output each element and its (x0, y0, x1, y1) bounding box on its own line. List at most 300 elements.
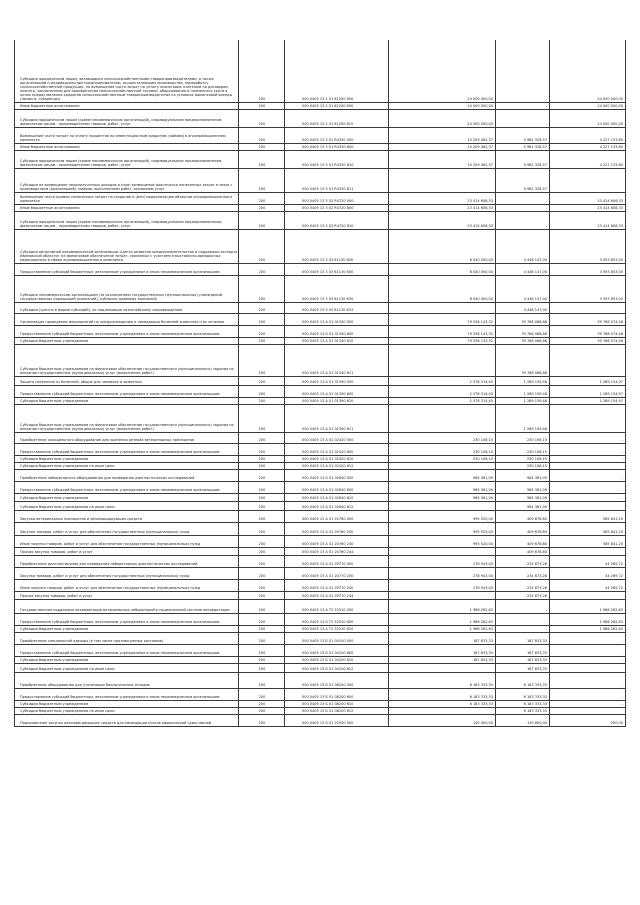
column-divider (284, 377, 285, 385)
row-budget-code: 000 0405 13 3 03 61130 600 (302, 270, 354, 275)
row-description: Субсидии бюджетным учреждениям на финансовое обеспечение государственного (муниципального) задания на оказание государственных (муниципальных) услуг (выполнение работ) (20, 423, 234, 432)
column-divider (495, 600, 496, 613)
column-divider (625, 633, 626, 644)
row-remaining-amount: 23 414 608,33 (597, 199, 623, 204)
column-divider (549, 708, 550, 714)
row-approved-amount: 278 943,00 (472, 562, 493, 567)
column-divider (14, 614, 15, 625)
row-description: Субсидии бюджетным учреждениям (20, 399, 89, 404)
row-approved-amount: 140 000,00 (472, 721, 493, 726)
column-divider (284, 144, 285, 150)
row-executed-amount: 4 446 147,00 (523, 297, 547, 302)
row-remaining-amount: 585 841,20 (602, 517, 623, 522)
row-approved-amount: 964 361,09 (472, 488, 493, 493)
row-budget-code: 000 0405 13 А 01 02420 600 (302, 450, 354, 455)
table-row (14, 494, 626, 502)
table-row (14, 103, 626, 110)
column-divider (388, 463, 389, 469)
row-line-code: 200 (258, 97, 266, 102)
row-approved-amount: 230 106,15 (472, 438, 493, 443)
column-divider (14, 502, 15, 510)
column-divider (14, 205, 15, 211)
row-description: Закупка ветеринарных препаратов и дезинфицирующих средств (20, 517, 142, 522)
row-description: Предоставление субсидий бюджетным, автономным учреждениям и иным некоммерческим организациям (20, 620, 220, 625)
row-approved-amount: 278 943,00 (472, 586, 493, 591)
column-divider (625, 128, 626, 143)
column-divider (238, 144, 239, 150)
row-executed-amount: 230 106,15 (526, 464, 547, 469)
row-line-code: 200 (258, 702, 266, 707)
row-executed-amount: 5 982 328,57 (523, 187, 547, 192)
column-divider (549, 326, 550, 337)
column-divider (388, 456, 389, 462)
table-row (14, 128, 626, 144)
column-divider (14, 511, 15, 522)
row-budget-code: 000 0405 13 2 01 61200 810 (302, 122, 354, 127)
column-divider (495, 626, 496, 632)
column-divider (14, 482, 15, 493)
row-remaining-amount: 44 269,72 (605, 562, 623, 567)
row-line-code: 200 (258, 667, 266, 672)
column-divider (625, 470, 626, 481)
column-divider (284, 689, 285, 700)
row-executed-amount: 5 982 328,57 (523, 138, 547, 143)
table-row (14, 556, 626, 568)
column-divider (14, 536, 15, 547)
column-divider (284, 633, 285, 644)
row-budget-code: 000 0405 13 А 01 01340 610 (302, 339, 354, 344)
column-divider (14, 169, 15, 192)
row-approved-amount: 6 183 333,33 (469, 695, 493, 700)
column-divider (14, 701, 15, 707)
column-divider (388, 664, 389, 672)
column-divider (284, 482, 285, 493)
column-divider (495, 110, 496, 127)
row-budget-code: 000 0405 13 3 01 R4330 000 (302, 138, 354, 143)
column-divider (238, 276, 239, 302)
column-divider (238, 568, 239, 579)
row-description: Субсидии юридическим лицам (кроме некоммерческих организаций), индивидуальным предпринимателям, физическим лицам - производителям товаров, работ, услуг (20, 220, 223, 229)
column-divider (495, 482, 496, 493)
column-divider (238, 556, 239, 567)
row-approved-amount: 10 209 462,37 (467, 163, 493, 168)
row-description: Приобретение оборудования для утилизации биологических отходов (20, 683, 150, 688)
row-budget-code: 000 0405 13 3 03 61130 630 (302, 297, 354, 302)
row-line-code: 200 (258, 586, 266, 591)
row-executed-amount: 6 183 333,33 (523, 695, 547, 700)
column-divider (238, 600, 239, 613)
column-divider (625, 110, 626, 127)
column-divider (495, 193, 496, 204)
column-divider (238, 511, 239, 522)
table-row (14, 386, 626, 398)
column-divider (388, 276, 389, 302)
column-divider (388, 626, 389, 632)
row-executed-amount: - (545, 104, 547, 109)
column-divider (549, 169, 550, 192)
column-divider (238, 548, 239, 555)
column-divider (549, 212, 550, 229)
column-divider (14, 568, 15, 579)
table-row (14, 444, 626, 456)
row-budget-code: 000 0405 13 Б 01 08200 610 (302, 702, 354, 707)
row-approved-amount: 995 520,00 (472, 517, 493, 522)
table-row (14, 212, 626, 230)
row-remaining-amount: 4 227 133,80 (599, 138, 623, 143)
column-divider (549, 103, 550, 109)
column-divider (625, 205, 626, 211)
column-divider (495, 470, 496, 481)
table-row (14, 470, 626, 482)
column-divider (14, 715, 15, 726)
column-divider (238, 708, 239, 714)
row-remaining-amount: - (621, 476, 623, 481)
column-divider (14, 444, 15, 455)
column-divider (388, 405, 389, 432)
column-divider (549, 580, 550, 591)
column-divider (625, 614, 626, 625)
column-divider (495, 614, 496, 625)
table-row (14, 502, 626, 511)
table-row (14, 326, 626, 338)
row-description: Субсидии бюджетным учреждениям на иные цели (20, 505, 115, 510)
column-divider (14, 600, 15, 613)
row-executed-amount: 230 106,15 (526, 438, 547, 443)
column-divider (284, 276, 285, 302)
row-budget-code: 000 0405 13 А Т2 52510 610 (302, 627, 354, 632)
row-approved-amount: 187 833,33 (472, 651, 493, 656)
row-executed-amount: - (545, 627, 547, 632)
row-budget-code: 000 0405 13 Б 01 04100 610 (302, 658, 354, 663)
column-divider (238, 398, 239, 404)
row-remaining-amount: - (621, 450, 623, 455)
column-divider (549, 205, 550, 211)
column-divider (284, 303, 285, 313)
row-budget-code: 000 0405 13 3 02 R4720 810 (302, 224, 354, 229)
column-divider (388, 502, 389, 510)
column-divider (388, 715, 389, 726)
row-description: Иные закупки товаров, работ и услуг для обеспечения государственных (муниципальных) нужд (20, 586, 201, 591)
row-line-code: 200 (258, 542, 266, 547)
column-divider (495, 689, 496, 700)
row-remaining-amount: 44 269,72 (605, 586, 623, 591)
row-budget-code: 000 0405 13 А 01 01390 000 (302, 380, 354, 385)
column-divider (284, 386, 285, 397)
row-description: Приобретение холодильного оборудования для хранения резерва ветеринарных препаратов (20, 438, 195, 443)
column-divider (388, 110, 389, 127)
column-divider (284, 548, 285, 555)
table-row (14, 482, 626, 494)
column-divider (388, 536, 389, 547)
column-divider (549, 536, 550, 547)
row-executed-amount: 230 106,15 (526, 457, 547, 462)
row-executed-amount: 187 833,33 (526, 639, 547, 644)
column-divider (549, 405, 550, 432)
row-description: Иные бюджетные ассигнования (20, 206, 80, 211)
row-line-code: 200 (258, 199, 266, 204)
column-divider (625, 502, 626, 510)
column-divider (388, 314, 389, 325)
table-row (14, 398, 626, 405)
row-executed-amount: 4 446 147,00 (523, 270, 547, 275)
column-divider (625, 626, 626, 632)
row-executed-amount: 39 768 068,86 (521, 371, 547, 376)
column-divider (238, 664, 239, 672)
table-row (14, 673, 626, 689)
column-divider (284, 314, 285, 325)
column-divider (238, 673, 239, 688)
column-divider (495, 523, 496, 535)
row-line-code: 200 (258, 450, 266, 455)
row-line-code: 200 (258, 380, 266, 385)
column-divider (14, 405, 15, 432)
table-row (14, 657, 626, 664)
row-description: Субсидии бюджетным учреждениям (20, 702, 89, 707)
column-divider (14, 345, 15, 376)
row-executed-amount: 230 106,15 (526, 450, 547, 455)
row-executed-amount: 964 361,09 (526, 488, 547, 493)
row-remaining-amount: 24 000 000,00 (597, 122, 623, 127)
column-divider (549, 657, 550, 663)
row-remaining-amount: - (621, 702, 623, 707)
column-divider (238, 470, 239, 481)
column-divider (625, 715, 626, 726)
row-line-code: 200 (258, 683, 266, 688)
row-description: Предоставление субсидий бюджетным, автономным учреждениям и иным некоммерческим организациям (20, 392, 220, 397)
column-divider (284, 193, 285, 204)
column-divider (388, 40, 389, 102)
column-divider (238, 633, 239, 644)
column-divider (495, 40, 496, 102)
column-divider (388, 338, 389, 344)
column-divider (238, 169, 239, 192)
column-divider (549, 511, 550, 522)
row-remaining-amount: - (621, 658, 623, 663)
row-line-code: 200 (258, 308, 266, 313)
row-line-code: 200 (258, 594, 266, 599)
row-budget-code: 000 0405 13 3 02 R4720 800 (302, 206, 354, 211)
row-line-code: 200 (258, 658, 266, 663)
row-budget-code: 000 0405 13 А 01 20770 000 (302, 562, 354, 567)
row-remaining-amount: 3 593 853,00 (599, 270, 623, 275)
column-divider (238, 701, 239, 707)
column-divider (14, 103, 15, 109)
column-divider (238, 205, 239, 211)
row-executed-amount: 6 183 333,33 (523, 702, 547, 707)
row-description: Предоставление субсидий бюджетным, автономным учреждениям и иным некоммерческим организациям (20, 450, 220, 455)
table-row (14, 338, 626, 345)
column-divider (549, 600, 550, 613)
column-divider (549, 40, 550, 102)
column-divider (388, 169, 389, 192)
column-divider (625, 264, 626, 275)
table-row (14, 701, 626, 708)
table-row (14, 664, 626, 673)
row-description: Субсидии бюджетным учреждениям на иные цели (20, 667, 115, 672)
column-divider (388, 433, 389, 443)
row-line-code: 200 (258, 574, 266, 579)
column-divider (549, 463, 550, 469)
column-divider (284, 110, 285, 127)
table-row (14, 715, 626, 727)
row-budget-code: 000 0405 13 3 01 R4330 811 (302, 187, 354, 192)
column-divider (549, 470, 550, 481)
table-row (14, 433, 626, 444)
column-divider (388, 556, 389, 567)
row-line-code: 200 (258, 709, 266, 714)
column-divider (14, 673, 15, 688)
column-divider (625, 482, 626, 493)
column-divider (238, 626, 239, 632)
column-divider (284, 338, 285, 344)
row-executed-amount: 139 800,00 (526, 721, 547, 726)
column-divider (284, 664, 285, 672)
row-description: Субсидии бюджетным учреждениям (20, 658, 89, 663)
column-divider (388, 568, 389, 579)
table-row (14, 463, 626, 470)
column-divider (238, 314, 239, 325)
row-description: Прочая закупка товаров, работ и услуг (20, 594, 93, 599)
row-budget-code: 000 0405 13 Б 01 04100 600 (302, 651, 354, 656)
column-divider (14, 386, 15, 397)
table-row (14, 708, 626, 715)
column-divider (625, 398, 626, 404)
column-divider (238, 405, 239, 432)
row-approved-amount: 1 986 262,63 (469, 608, 493, 613)
column-divider (238, 463, 239, 469)
column-divider (625, 568, 626, 579)
column-divider (238, 657, 239, 663)
column-divider (388, 212, 389, 229)
row-budget-code: 000 0405 13 А 01 02840 612 (302, 505, 354, 510)
row-description: Субсидия автономной некоммерческой организации «Центр развития предпринимательства и поддержки экспорта Ивановской области» на финансовое обеспечение затрат, связанных с участием в выставочно-ярмарочных мероприятиях в сфере агропромышленного комплекса (20, 250, 238, 263)
column-divider (549, 494, 550, 501)
row-line-code: 200 (258, 627, 266, 632)
budget-execution-table (14, 40, 626, 870)
row-line-code: 200 (258, 438, 266, 443)
row-budget-code: 000 0405 13 Б 01 04100 612 (302, 667, 354, 672)
column-divider (549, 664, 550, 672)
row-remaining-amount: 24 000 000,00 (597, 97, 623, 102)
column-divider (625, 433, 626, 443)
row-budget-code: 000 0405 13 А 01 01340 611 (302, 371, 354, 376)
column-divider (625, 212, 626, 229)
column-divider (14, 645, 15, 656)
table-row (14, 40, 626, 103)
row-line-code: 200 (258, 530, 266, 535)
row-description: Предоставление субсидий бюджетным, автономным учреждениям и иным некоммерческим организациям (20, 332, 220, 337)
column-divider (495, 673, 496, 688)
column-divider (14, 128, 15, 143)
column-divider (14, 193, 15, 204)
table-row (14, 536, 626, 548)
column-divider (625, 463, 626, 469)
row-line-code: 200 (258, 145, 266, 150)
row-approved-amount: 79 536 143,32 (467, 320, 493, 325)
column-divider (284, 463, 285, 469)
row-executed-amount: - (545, 608, 547, 613)
row-budget-code: 000 0405 13 А 01 20770 200 (302, 574, 354, 579)
column-divider (284, 556, 285, 567)
column-divider (238, 40, 239, 102)
row-description: Приобретение специальной одежды (в том числе противочумных костюмов) (20, 639, 164, 644)
column-divider (625, 511, 626, 522)
row-line-code: 200 (258, 187, 266, 192)
row-executed-amount: 5 982 328,57 (523, 145, 547, 150)
column-divider (14, 377, 15, 385)
row-budget-code: 000 0405 13 А 01 02840 600 (302, 488, 354, 493)
column-divider (284, 614, 285, 625)
column-divider (495, 664, 496, 672)
row-budget-code: 000 0405 13 А 01 02840 000 (302, 476, 354, 481)
column-divider (625, 556, 626, 567)
column-divider (284, 433, 285, 443)
row-remaining-amount: - (621, 639, 623, 644)
column-divider (388, 386, 389, 397)
column-divider (625, 338, 626, 344)
column-divider (625, 689, 626, 700)
row-line-code: 200 (258, 270, 266, 275)
row-description: Субсидии бюджетным учреждениям (20, 457, 89, 462)
column-divider (549, 645, 550, 656)
column-divider (625, 230, 626, 263)
column-divider (14, 212, 15, 229)
row-description: Закупка товаров, работ и услуг для обеспечения государственных (муниципальных) нужд (20, 574, 190, 579)
column-divider (14, 338, 15, 344)
column-divider (284, 701, 285, 707)
column-divider (284, 345, 285, 376)
column-divider (284, 212, 285, 229)
row-executed-amount: 234 673,28 (526, 574, 547, 579)
row-approved-amount: 230 106,15 (472, 450, 493, 455)
row-remaining-amount: - (621, 651, 623, 656)
column-divider (388, 326, 389, 337)
row-approved-amount: 278 943,00 (472, 574, 493, 579)
row-approved-amount: 24 000 000,00 (467, 122, 493, 127)
column-divider (238, 326, 239, 337)
row-executed-amount: 39 768 068,86 (521, 320, 547, 325)
column-divider (284, 264, 285, 275)
table-row (14, 230, 626, 264)
row-executed-amount: 964 361,09 (526, 496, 547, 501)
row-executed-amount: 234 673,28 (526, 562, 547, 567)
row-executed-amount: 409 678,80 (526, 530, 547, 535)
table-row (14, 689, 626, 701)
column-divider (238, 433, 239, 443)
column-divider (495, 169, 496, 192)
column-divider (284, 536, 285, 547)
column-divider (495, 536, 496, 547)
row-budget-code: 000 0405 13 3 03 61130 633 (302, 308, 354, 313)
column-divider (495, 326, 496, 337)
row-line-code: 200 (258, 457, 266, 462)
table-row (14, 523, 626, 536)
row-budget-code: 000 0405 13 Б 01 08200 000 (302, 683, 354, 688)
column-divider (14, 664, 15, 672)
row-description: Субсидии бюджетным учреждениям (20, 339, 89, 344)
row-approved-amount: 187 833,33 (472, 639, 493, 644)
row-remaining-amount: 39 768 074,46 (597, 339, 623, 344)
column-divider (495, 151, 496, 168)
table-row (14, 193, 626, 205)
column-divider (238, 444, 239, 455)
row-budget-code: 000 0405 13 Б 01 08200 612 (302, 709, 354, 714)
row-budget-code: 000 0405 13 А 01 20760 240 (302, 542, 354, 547)
row-line-code: 200 (258, 695, 266, 700)
row-budget-code: 000 0405 13 2 01 61200 800 (302, 104, 354, 109)
column-divider (238, 715, 239, 726)
column-divider (238, 303, 239, 313)
